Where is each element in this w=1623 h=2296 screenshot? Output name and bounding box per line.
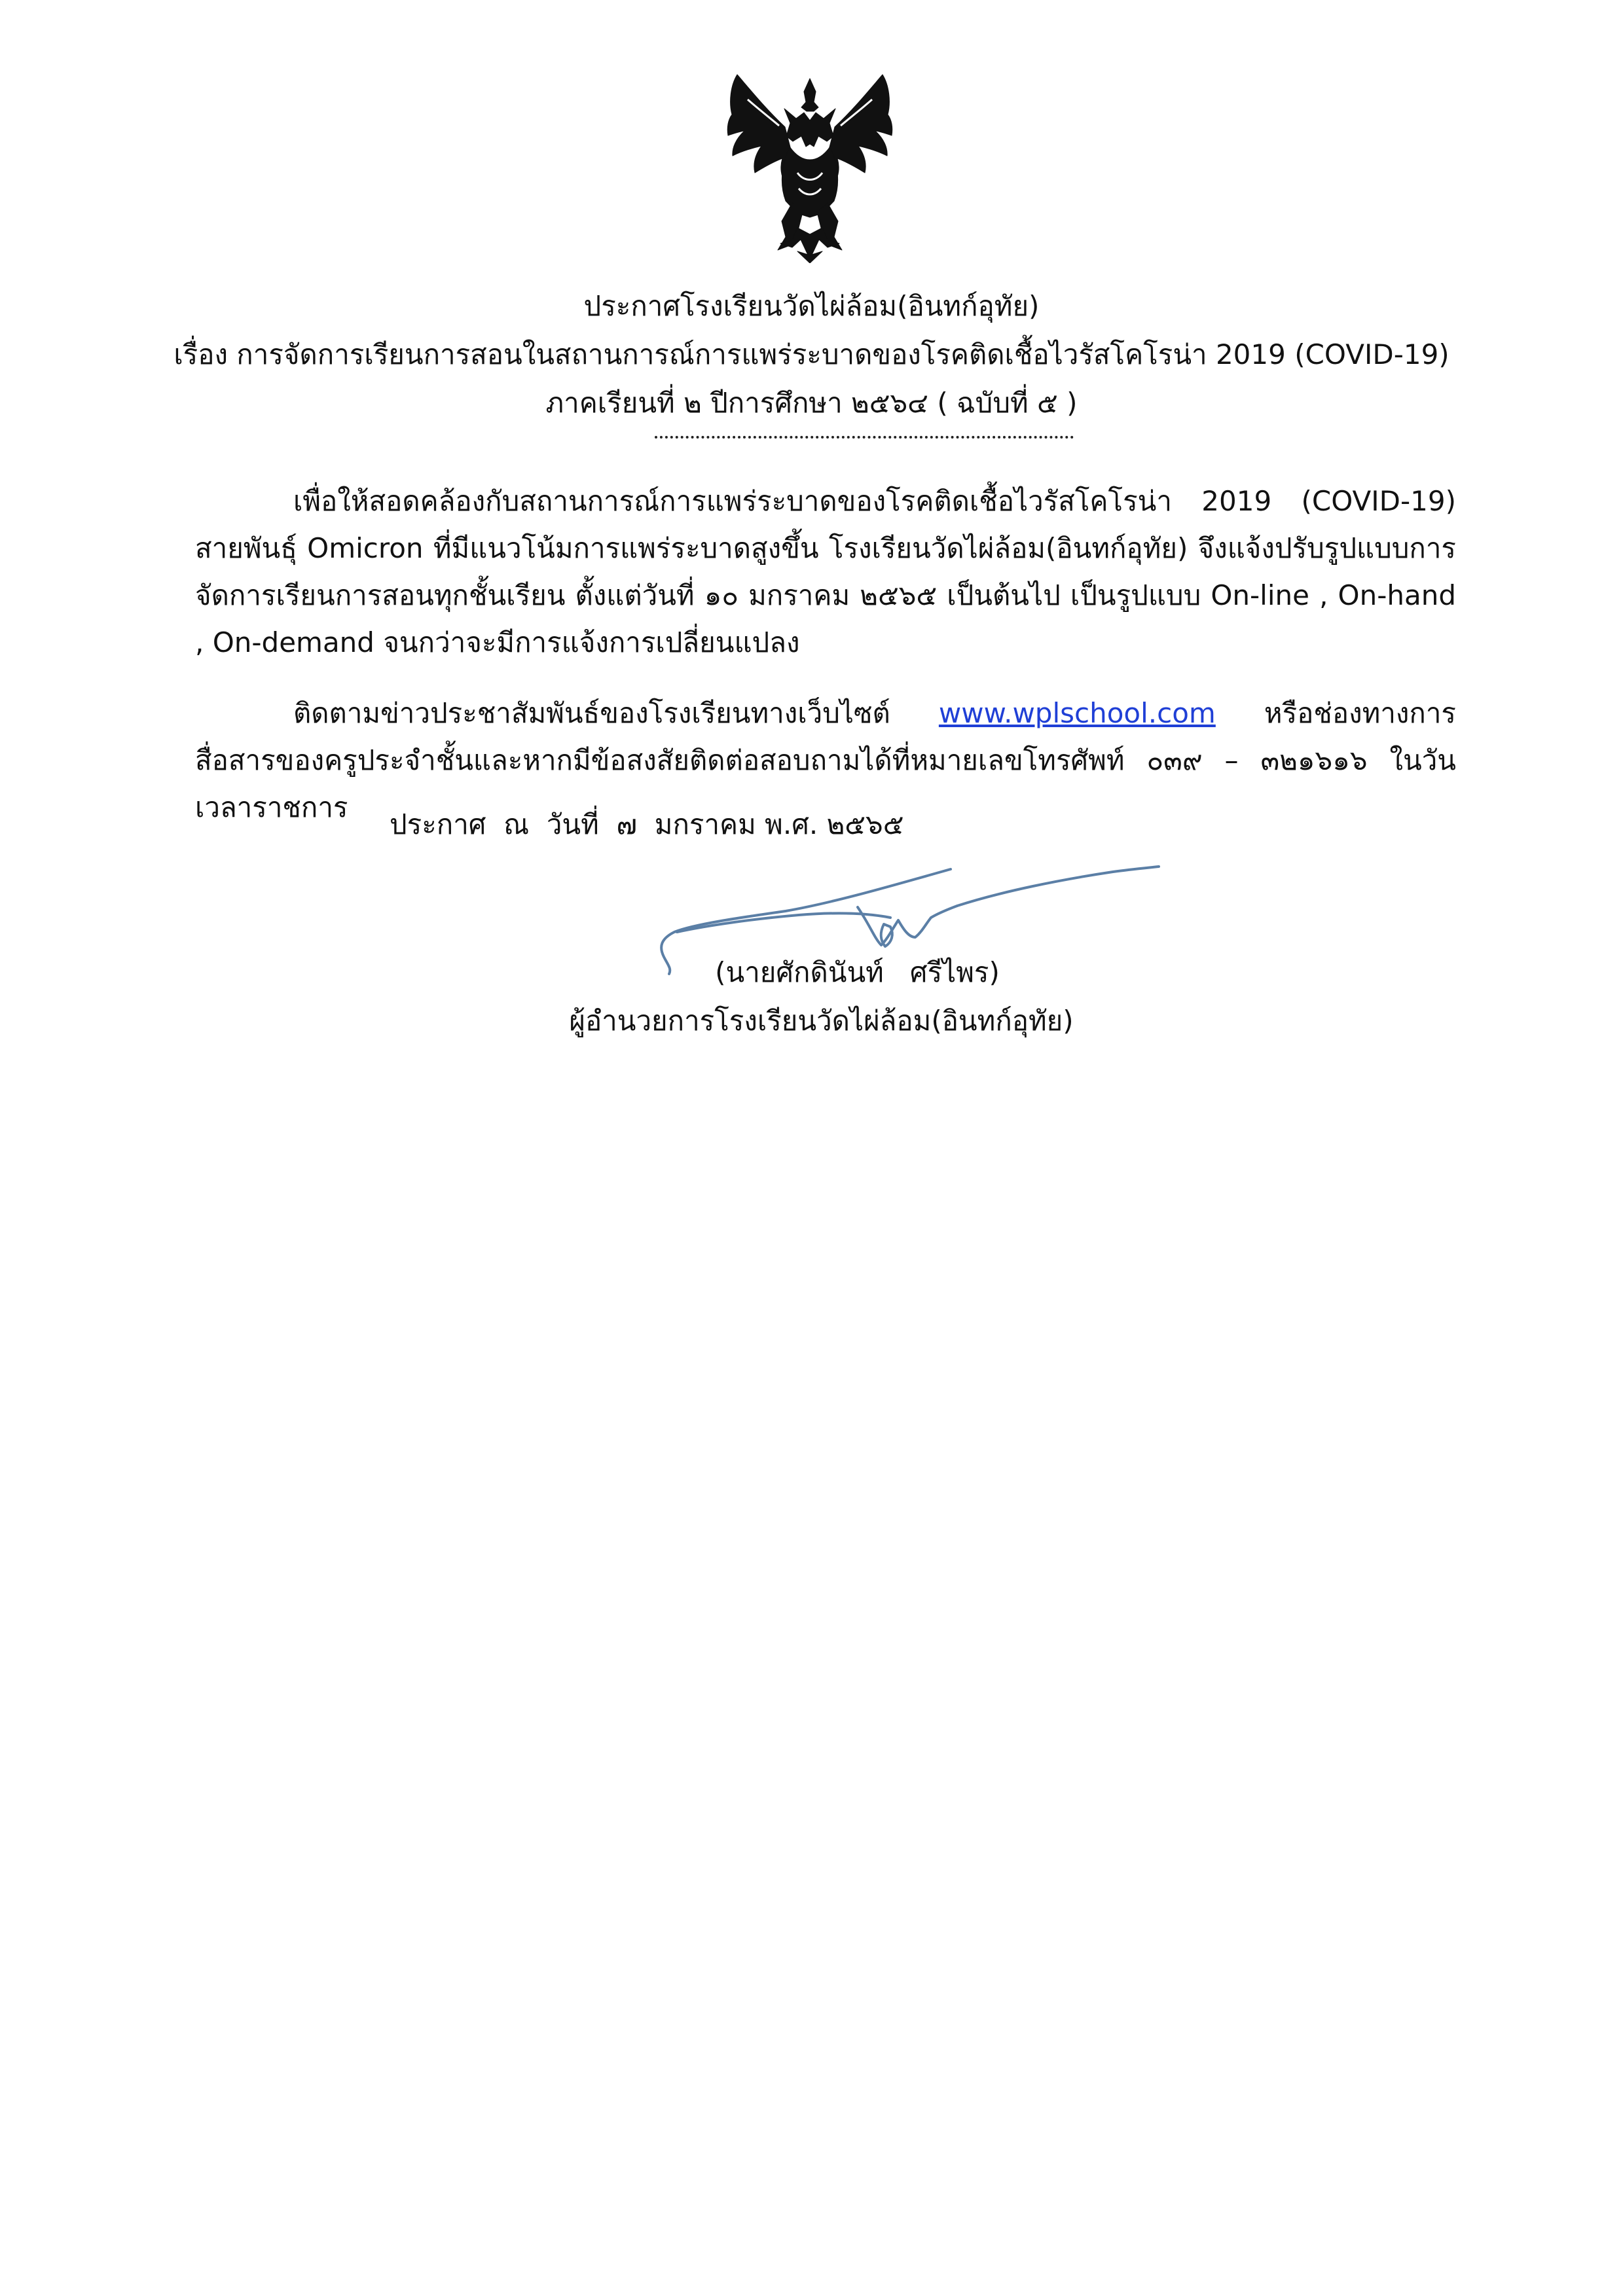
signer-name: (นายศักดินันท์ ศรีไพร): [715, 956, 1000, 988]
school-website-link[interactable]: www.wplschool.com: [938, 697, 1216, 729]
dotted-separator: [655, 436, 1074, 441]
garuda-emblem-icon: [724, 73, 896, 263]
signer-position: ผู้อำนวยการโรงเรียนวัดไผ่ล้อม(อินทก์อุทัย): [569, 1005, 1074, 1037]
announcement-semester: ภาคเรียนที่ ๒ ปีการศึกษา ๒๕๖๔ ( ฉบับที่ ๕ ): [545, 387, 1078, 419]
announcement-title: ประกาศโรงเรียนวัดไผ่ล้อม(อินทก์อุทัย): [583, 290, 1040, 322]
paragraph-2-text-before-link: ติดตามข่าวประชาสัมพันธ์ของโรงเรียนทางเว็บไซต์: [293, 697, 939, 729]
body-paragraph-1: เพื่อให้สอดคล้องกับสถานการณ์การแพร่ระบาดของโรคติดเชื้อไวรัสโคโรน่า 2019 (COVID-19) สายพันธุ์ Omicron ที่มีแนวโน้มการแพร่ระบาดสูงขึ้น โรงเรียนวัดไผ่ล้อม(อินทก์อุทัย) จึงแจ้งปรับรูปแบบการจัดการเรียนการสอนทุกชั้นเรียน ตั้งแต่วันที่ ๑๐ มกราคม ๒๕๖๕ เป็นต้นไป เป็นรูปแบบ On-line , On-hand , On-demand จนกว่าจะมีการแจ้งการเปลี่ยนแปลง: [195, 485, 1456, 658]
announcement-subject: เรื่อง การจัดการเรียนการสอนในสถานการณ์การแพร่ระบาดของโรคติดเชื้อไวรัสโคโรน่า 2019 (COVID-19): [173, 338, 1450, 370]
announcement-date: ประกาศ ณ วันที่ ๗ มกราคม พ.ศ. ๒๕๖๕: [390, 808, 904, 840]
paragraph-2-text-after-link: หรือช่องทางการสื่อสารของครูประจำชั้นและหากมีข้อสงสัยติดต่อสอบถามได้ที่หมายเลขโทรศัพท์ ๐๓๙ – ๓๒๑๖๑๖ ในวันเวลาราชการ: [195, 697, 1456, 823]
